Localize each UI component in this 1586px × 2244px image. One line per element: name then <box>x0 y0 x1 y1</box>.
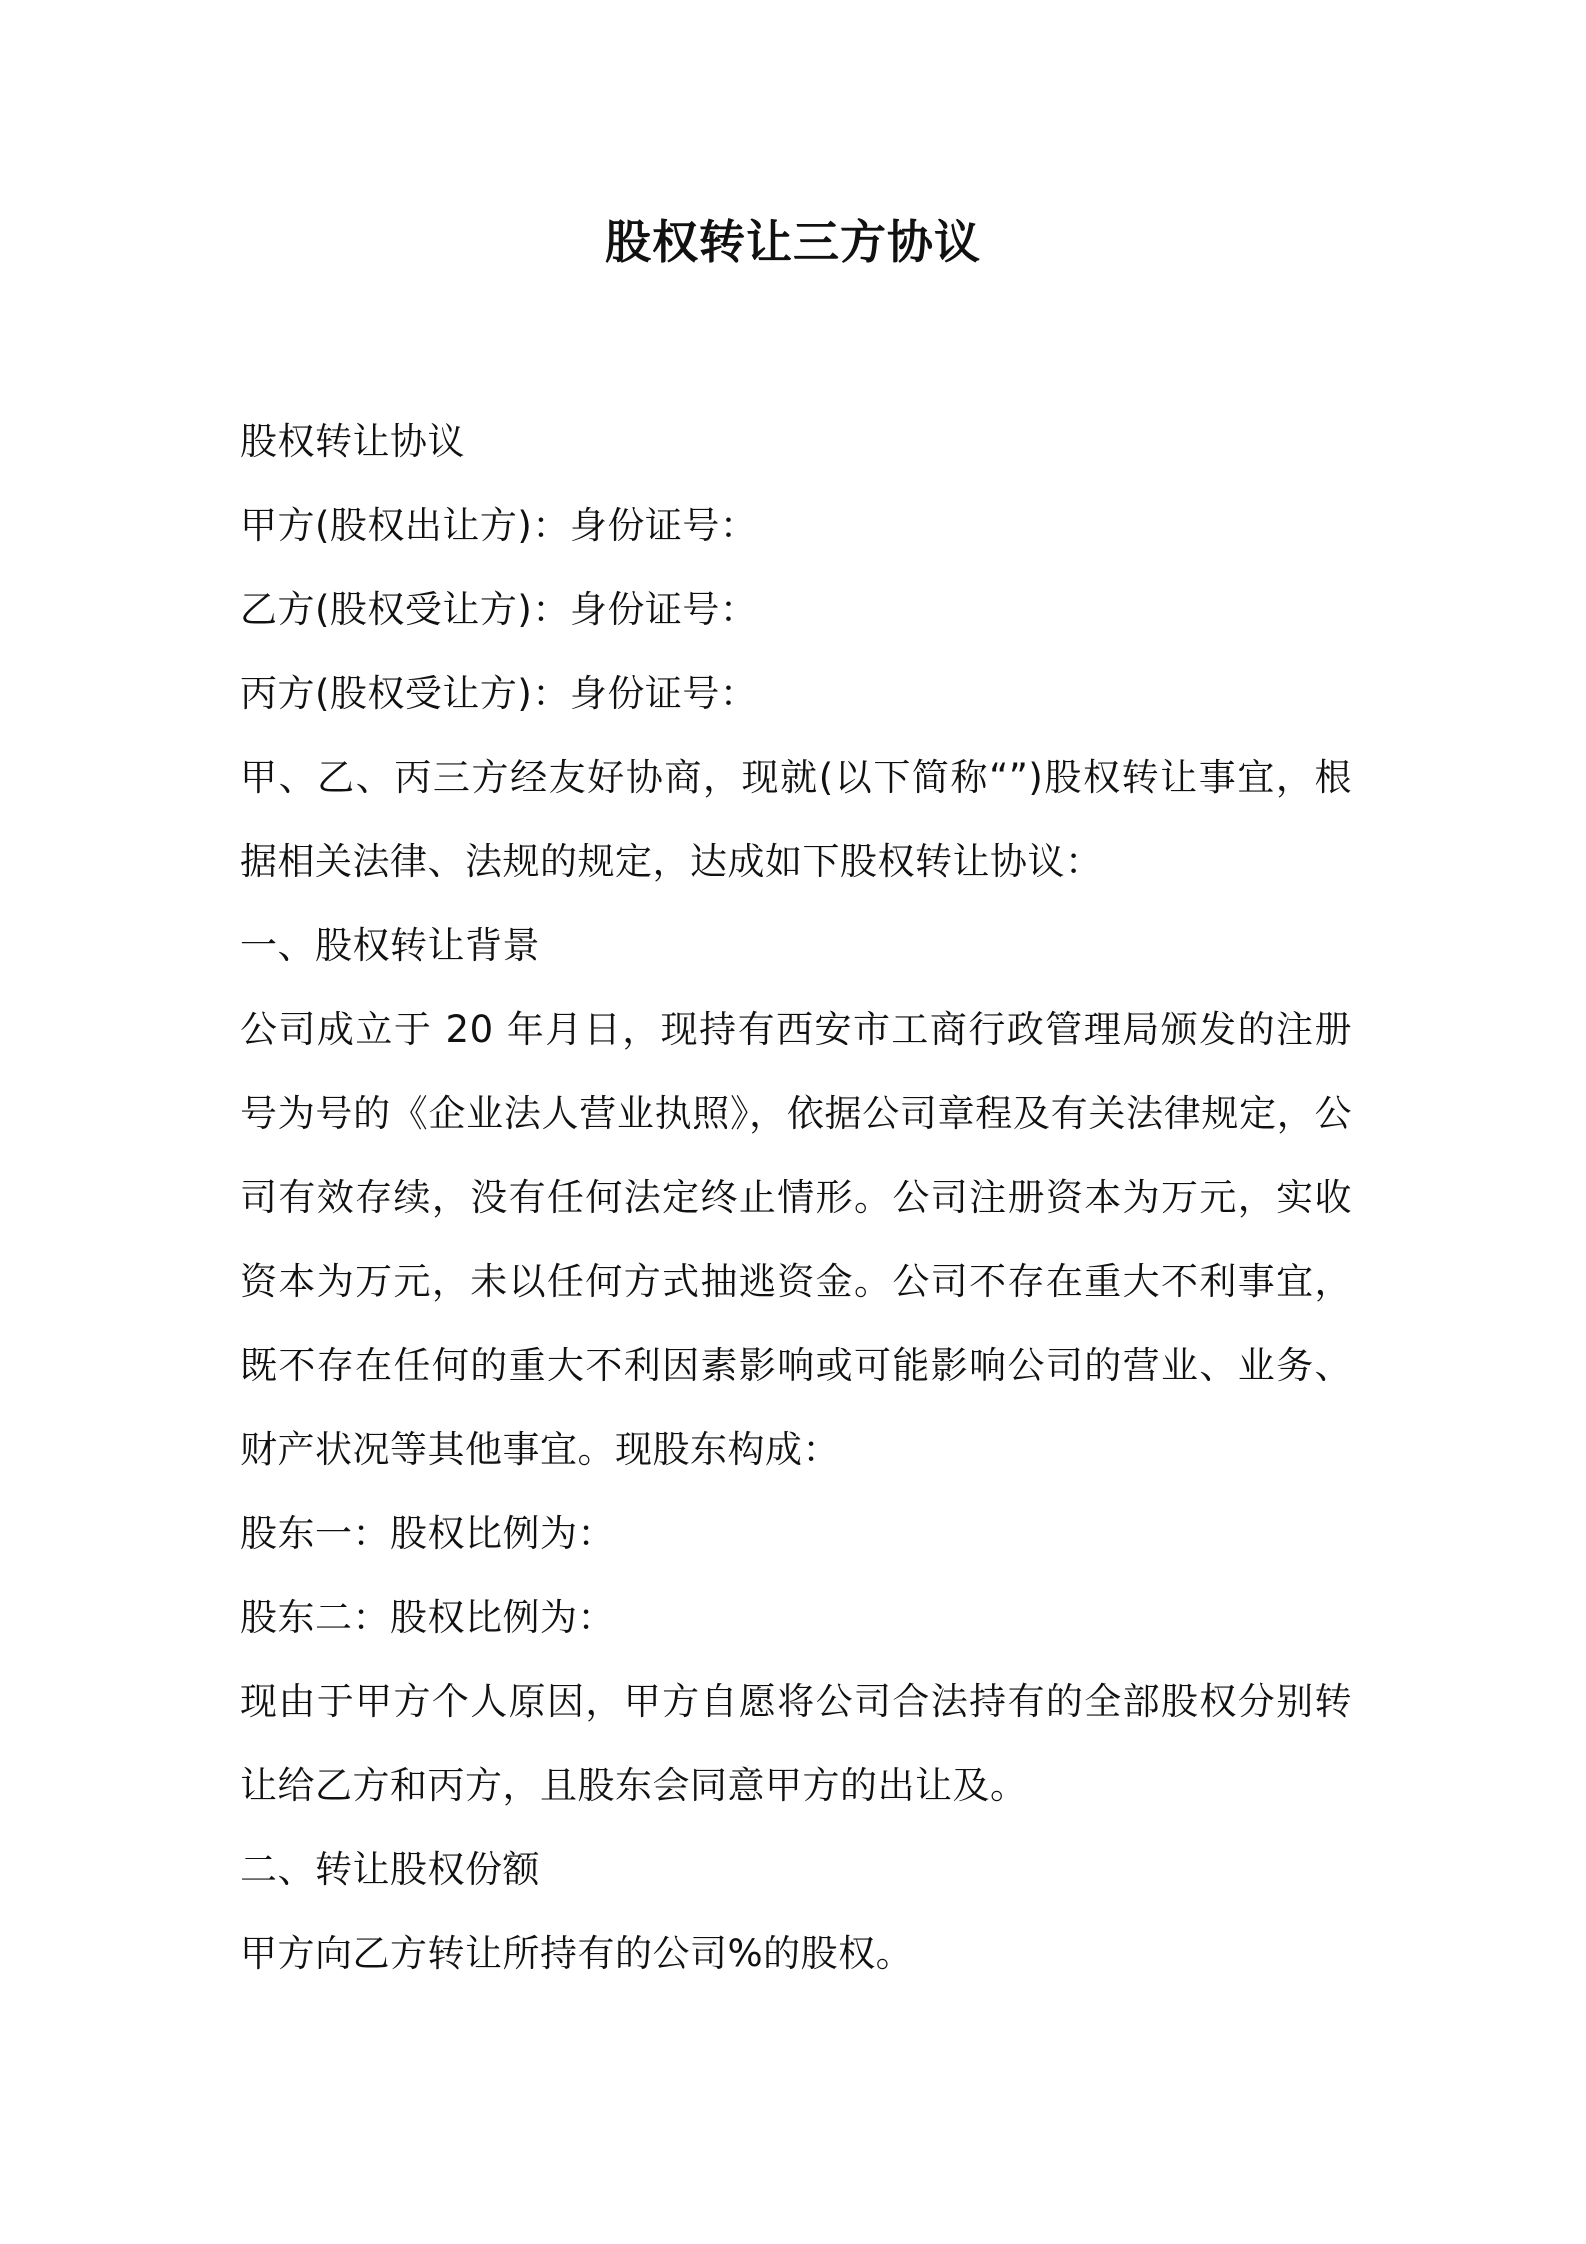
party-a-line: 甲方(股权出让方)：身份证号： <box>240 504 758 547</box>
preamble-paragraph: 甲、乙、丙三方经友好协商，现就(以下简称“”)股权转让事宜，根据相关法律、法规的规定，达成如下股权转让协议： <box>240 756 1352 883</box>
document-body <box>240 400 1352 1996</box>
section-heading-background: 一、股权转让背景 <box>240 924 540 967</box>
background-paragraph: 公司成立于 20 年月日，现持有西安市工商行政管理局颁发的注册号为号的《企业法人营业执照》，依据公司章程及有关法律规定，公司有效存续，没有任何法定终止情形。公司注册资本为万元，实收资本为万元，未以任何方式抽逃资金。公司不存在重大不利事宜，既不存在任何的重大不利因素影响或可能影响公司的营业、业务、财产状况等其他事宜。现股东构成： <box>240 1008 1352 1471</box>
share-transfer-paragraph: 甲方向乙方转让所持有的公司%的股权。 <box>240 1932 914 1975</box>
shareholder-two-line: 股东二：股权比例为： <box>240 1596 615 1639</box>
transfer-reason-paragraph: 现由于甲方个人原因，甲方自愿将公司合法持有的全部股权分别转让给乙方和丙方，且股东会同意甲方的出让及。 <box>240 1680 1352 1807</box>
agreement-subtitle: 股权转让协议 <box>240 420 465 463</box>
party-b-line: 乙方(股权受让方)：身份证号： <box>240 588 758 631</box>
party-c-line: 丙方(股权受让方)：身份证号： <box>240 672 758 715</box>
section-heading-share: 二、转让股权份额 <box>240 1848 540 1891</box>
shareholder-one-line: 股东一：股权比例为： <box>240 1512 615 1555</box>
document-title: 股权转让三方协议 <box>605 215 981 269</box>
